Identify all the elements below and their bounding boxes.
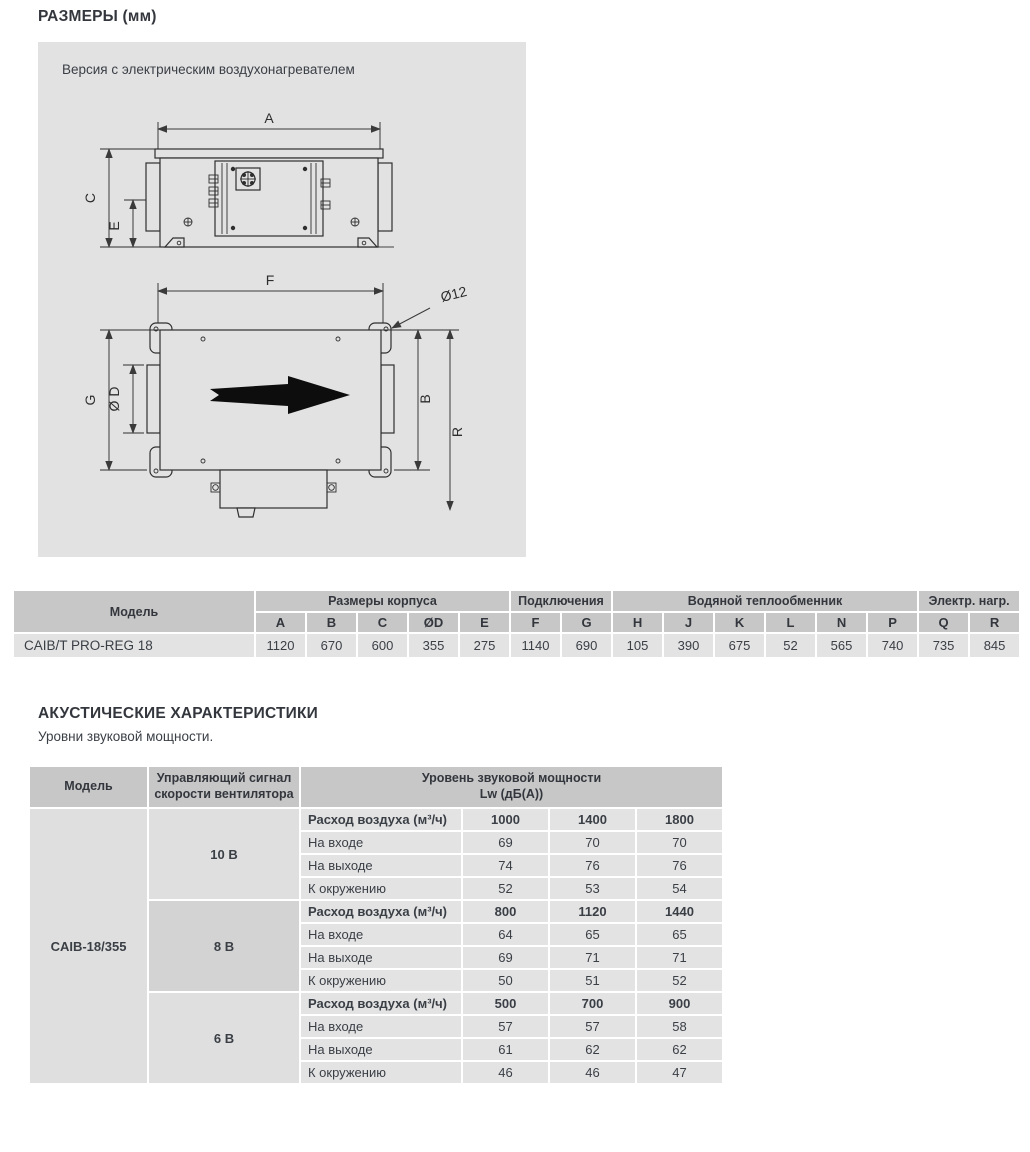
model-cell: CAIB/T PRO-REG 18 [14,634,254,657]
value-cell: 53 [550,878,635,899]
dim-value-cell: 105 [613,634,662,657]
value-cell: 64 [463,924,548,945]
flow-value-cell: 1440 [637,901,722,922]
value-cell: 54 [637,878,722,899]
dimensions-table [12,589,1021,659]
row-label-cell: К окружению [301,970,461,991]
dim-letter-header: F [511,613,560,632]
dim-label-c: C [82,192,98,204]
flow-value-cell: 1120 [550,901,635,922]
dim-letter-header: N [817,613,866,632]
model-column-header: Модель [30,767,147,807]
row-label-cell: На выходе [301,855,461,876]
value-cell: 71 [637,947,722,968]
value-cell: 62 [637,1039,722,1060]
table-row [30,809,722,830]
value-cell: 57 [463,1016,548,1037]
dim-label-hole: Ø12 [438,282,469,305]
value-cell: 52 [463,878,548,899]
dim-label-f: F [265,272,275,288]
value-cell: 65 [550,924,635,945]
value-cell: 62 [550,1039,635,1060]
value-cell: 46 [463,1062,548,1083]
dim-value-cell: 1120 [256,634,305,657]
value-cell: 71 [550,947,635,968]
row-label-cell: На выходе [301,947,461,968]
top-view [82,272,469,517]
dim-letter-header: E [460,613,509,632]
value-cell: 46 [550,1062,635,1083]
value-cell: 61 [463,1039,548,1060]
dim-value-cell: 600 [358,634,407,657]
dim-letter-header: G [562,613,611,632]
dim-letter-header: R [970,613,1019,632]
flow-value-cell: 700 [550,993,635,1014]
dim-value-cell: 740 [868,634,917,657]
dim-label-g: G [82,394,98,406]
flow-value-cell: 500 [463,993,548,1014]
value-cell: 52 [637,970,722,991]
dim-letter-header: C [358,613,407,632]
dim-value-cell: 390 [664,634,713,657]
model-column-header: Модель [14,591,254,632]
flow-label-cell: Расход воздуха (м³/ч) [301,809,461,830]
dim-value-cell: 735 [919,634,968,657]
diagram-caption: Версия с электрическим воздухонагревателем [62,62,355,77]
group-header-connections: Подключения [511,591,611,611]
row-label-cell: На выходе [301,1039,461,1060]
value-cell: 65 [637,924,722,945]
front-view [82,110,394,247]
value-cell: 76 [637,855,722,876]
dim-letter-header: H [613,613,662,632]
dim-letter-header: ØD [409,613,458,632]
dim-letter-header: L [766,613,815,632]
flow-label-cell: Расход воздуха (м³/ч) [301,901,461,922]
lw-header-line1: Уровень звуковой мощности [421,771,602,786]
row-label-cell: На входе [301,832,461,853]
flow-value-cell: 1800 [637,809,722,830]
dim-label-r: R [449,426,465,438]
signal-column-header: Управляющий сигнал скорости вентилятора [149,767,299,807]
dim-letter-header: J [664,613,713,632]
table-row [14,634,1019,657]
row-label-cell: К окружению [301,878,461,899]
dim-label-b: B [417,394,433,404]
group-header-water-coil: Водяной теплообменник [613,591,917,611]
value-cell: 69 [463,832,548,853]
flow-value-cell: 900 [637,993,722,1014]
dim-value-cell: 52 [766,634,815,657]
dim-letter-header: K [715,613,764,632]
dimensions-section-title: РАЗМЕРЫ (мм) [38,8,157,25]
dim-value-cell: 565 [817,634,866,657]
dim-label-a: A [264,110,274,126]
value-cell: 74 [463,855,548,876]
value-cell: 47 [637,1062,722,1083]
dim-value-cell: 845 [970,634,1019,657]
acoustic-section-title: АКУСТИЧЕСКИЕ ХАРАКТЕРИСТИКИ [38,705,319,722]
dim-letter-header: P [868,613,917,632]
dim-letter-header: Q [919,613,968,632]
signal-cell: 10 В [149,809,299,899]
flow-value-cell: 1400 [550,809,635,830]
value-cell: 58 [637,1016,722,1037]
group-header-electric-heater: Электр. нагр. [919,591,1019,611]
value-cell: 70 [637,832,722,853]
dim-label-e: E [106,221,122,231]
diagram-panel [38,42,526,557]
flow-value-cell: 800 [463,901,548,922]
acoustic-table [28,765,724,1085]
dim-value-cell: 1140 [511,634,560,657]
row-label-cell: К окружению [301,1062,461,1083]
dim-letter-header: A [256,613,305,632]
dim-value-cell: 690 [562,634,611,657]
group-header-housing: Размеры корпуса [256,591,509,611]
value-cell: 57 [550,1016,635,1037]
value-cell: 51 [550,970,635,991]
row-label-cell: На входе [301,1016,461,1037]
lw-header-line2: Lw (дБ(А)) [479,787,544,801]
model-cell: CAIB-18/355 [30,809,147,1083]
flow-value-cell: 1000 [463,809,548,830]
signal-cell: 6 В [149,993,299,1083]
row-label-cell: На входе [301,924,461,945]
value-cell: 50 [463,970,548,991]
unit-dimensions-diagram [38,42,526,557]
dim-value-cell: 670 [307,634,356,657]
value-cell: 76 [550,855,635,876]
dim-value-cell: 355 [409,634,458,657]
value-cell: 70 [550,832,635,853]
dim-value-cell: 675 [715,634,764,657]
value-cell: 69 [463,947,548,968]
flow-label-cell: Расход воздуха (м³/ч) [301,993,461,1014]
dim-value-cell: 275 [460,634,509,657]
lw-header [301,767,722,807]
signal-cell: 8 В [149,901,299,991]
connection-box [211,470,336,517]
acoustic-subtitle: Уровни звуковой мощности. [38,729,214,744]
dim-label-od: Ø D [106,386,122,412]
dim-letter-header: B [307,613,356,632]
